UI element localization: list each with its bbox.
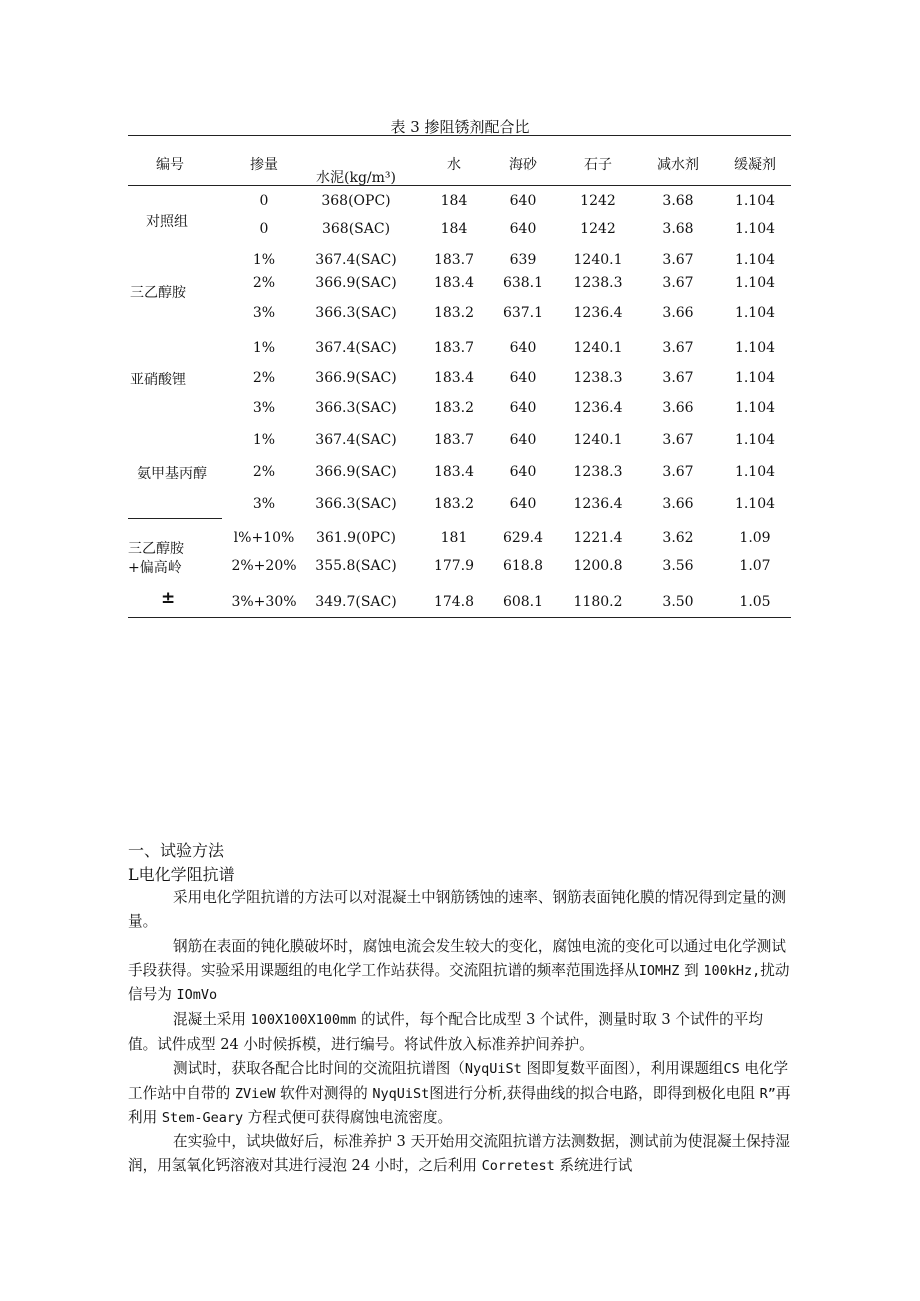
p4-text-i: 图进行分析,获得曲线的拟合电路，即得到极化电阻 (429, 1084, 755, 1102)
table-cell: 355.8(SAC) (315, 558, 397, 574)
table-cell: 640 (509, 221, 537, 237)
table-cell: 1.104 (734, 370, 776, 386)
table-cell: 640 (509, 340, 537, 356)
table-cell: 183.4 (433, 275, 475, 291)
table-cell: 639 (509, 252, 537, 268)
table-cell: 367.4(SAC) (315, 252, 397, 268)
table-header-cell: 掺量 (250, 157, 278, 173)
table-cell: 1.104 (734, 221, 776, 237)
paragraph-2 (128, 935, 791, 1008)
table-header-cell: 水 (447, 157, 461, 173)
table-cell: 3.67 (662, 340, 694, 356)
table-cell: 1.104 (734, 340, 776, 356)
table-cell: 3% (252, 400, 276, 416)
table-cell: 1236.4 (573, 496, 623, 512)
table-cell: 183.2 (433, 496, 475, 512)
table-cell: 3.66 (662, 400, 694, 416)
table-cell: 366.3(SAC) (315, 400, 397, 416)
table-cell: 1.104 (734, 464, 776, 480)
table-cell: 3.50 (662, 594, 694, 610)
table-cell: 1240.1 (573, 340, 623, 356)
table-cell: 3.67 (662, 275, 694, 291)
table-cell: 1242 (580, 193, 616, 209)
table-cell: 183.4 (433, 370, 475, 386)
table-cell: 640 (509, 370, 537, 386)
p5-text-c: 系统进行试 (559, 1156, 633, 1174)
table-cell: 361.9(0PC) (315, 530, 397, 546)
table-cell: 174.8 (433, 594, 475, 610)
table-cell: 3.56 (662, 558, 694, 574)
table-cell: 0 (259, 221, 269, 237)
table-cell: 618.8 (502, 558, 544, 574)
table-cell: 1.104 (734, 193, 776, 209)
table-cell: 1180.2 (573, 594, 623, 610)
table-cell: 1.104 (734, 432, 776, 448)
table-cell: 181 (440, 530, 468, 546)
p2-text-e: 扰动信号为 (128, 961, 790, 1003)
table-header-rule (128, 185, 791, 186)
table-cell: 368(SAC) (321, 221, 391, 237)
table-cell: 183.7 (433, 340, 475, 356)
p3-text-c: 的试件，每个配合比成型 3 个试件，测量时取 3 个试件的平均值。试件成型 24 小时候拆模，进行编号。将试件放入标准养护间养护。 (128, 1011, 763, 1053)
table-cell: 3.68 (662, 193, 694, 209)
p4-stern-geary: Stem-Geary (161, 1110, 244, 1126)
table-cell: 3.67 (662, 464, 694, 480)
table-cell: 0 (259, 193, 269, 209)
table-cell: 349.7(SAC) (315, 594, 397, 610)
table-caption: 表 3 掺阻锈剂配合比 (390, 118, 530, 136)
p3-text-a: 混凝土采用 (173, 1011, 246, 1028)
table-cell: 177.9 (433, 558, 475, 574)
p4-nyquist-2: NyqUiSt (372, 1085, 430, 1102)
table-cell: 1.104 (734, 400, 776, 416)
table-header-cell: 石子 (584, 157, 612, 173)
table-cell: 1.104 (734, 275, 776, 291)
subsection-heading: L电化学阻抗谱 (128, 865, 235, 884)
table-cell: 1236.4 (573, 400, 623, 416)
p5-text-a: 在实验中，试块做好后，标准养护 3 天开始用交流阻抗谱方法测数据，测试前为使混凝土保持湿润，用氢氧化钙溶液对其进行浸泡 24 小时，之后利用 (128, 1133, 790, 1174)
table-cell: 629.4 (502, 530, 544, 546)
table-cell: 3.66 (662, 305, 694, 321)
table-cell: 637.1 (502, 305, 544, 321)
table-cell: 3.68 (662, 221, 694, 237)
p3-dimensions: 100X100X100mm (250, 1012, 357, 1028)
table-cell: 366.3(SAC) (315, 496, 397, 512)
p2-text-c: 到 (684, 961, 699, 979)
table-cell: 1236.4 (573, 305, 623, 321)
table-cell: 1221.4 (573, 530, 623, 546)
table-cell: 640 (509, 193, 537, 209)
table-cell: 1% (252, 252, 276, 268)
table-cell: 640 (509, 400, 537, 416)
table-cell: 1.07 (739, 558, 771, 574)
table-cell: 640 (509, 496, 537, 512)
table-cell: 1242 (580, 221, 616, 237)
table-cell: 367.4(SAC) (315, 432, 397, 448)
table-cell: 3.62 (662, 530, 694, 546)
group-label-combo-line1: 三乙醇胺 (128, 541, 184, 557)
group-label-combo-line2: +偏高岭 (128, 560, 182, 576)
table-cell: 2% (252, 370, 276, 386)
table-cell: 3%+30% (231, 594, 297, 610)
table-cell: 1238.3 (573, 370, 623, 386)
p5-corretest: Corretest (481, 1157, 555, 1174)
table-cell: 184 (440, 221, 468, 237)
table-top-rule (128, 135, 791, 136)
table-cell: 368(OPC) (321, 193, 391, 209)
table-cell: 2% (252, 464, 276, 480)
group-label-triethanolamine: 三乙醇胺 (130, 285, 186, 301)
table-cell: 1.104 (734, 252, 776, 268)
table-cell: 3.67 (662, 370, 694, 386)
table-cell: 183.4 (433, 464, 475, 480)
table-cell: 3.67 (662, 252, 694, 268)
group-label-combo-line3: ± (161, 588, 176, 608)
table-cell: 1240.1 (573, 432, 623, 448)
table-cell: 367.4(SAC) (315, 340, 397, 356)
p4-zview: ZVieW (234, 1085, 276, 1102)
table-cell: 1.104 (734, 305, 776, 321)
table-cell: 2% (252, 275, 276, 291)
table-cell: 640 (509, 464, 537, 480)
table-header-cell: 水泥(kg/m³) (316, 170, 396, 186)
p4-text-c: 图即复数平面图），利用课题组 (526, 1060, 724, 1077)
paragraph-3 (128, 1008, 791, 1056)
p4-nyquist-1: NyqUiSt (464, 1061, 522, 1077)
group-label-lithium-nitrite: 亚硝酸锂 (130, 372, 186, 388)
table-cell: 366.9(SAC) (315, 370, 397, 386)
p4-text-e: 电化学工作站中自带的 (128, 1060, 789, 1102)
table-bottom-rule (128, 617, 791, 618)
p4-text-k: 再利用 (128, 1084, 791, 1126)
p4-cs: CS (723, 1061, 740, 1077)
table-header-cell: 编号 (156, 157, 184, 173)
table-cell: 1.09 (739, 530, 771, 546)
group-label-control: 对照组 (146, 214, 188, 230)
p2-signal: IOmVo (176, 987, 218, 1003)
table-cell: 1238.3 (573, 275, 623, 291)
table-cell: 3% (252, 305, 276, 321)
table-cell: 638.1 (502, 275, 544, 291)
table-cell: 183.7 (433, 252, 475, 268)
p4-r: R” (759, 1085, 776, 1102)
table-header-cell: 缓凝剂 (734, 157, 776, 173)
table-cell: 1238.3 (573, 464, 623, 480)
table-cell: 2%+20% (231, 558, 297, 574)
table-cell: l%+10% (233, 530, 295, 546)
table-cell: 608.1 (502, 594, 544, 610)
paragraph-4 (128, 1057, 791, 1131)
table-cell: 3.67 (662, 432, 694, 448)
table-cell: 1% (252, 340, 276, 356)
p4-text-m: 方程式便可获得腐蚀电流密度。 (247, 1109, 453, 1126)
table-cell: 1200.8 (573, 558, 623, 574)
table-cell: 366.3(SAC) (315, 305, 397, 321)
p2-freq-high: 100kHz, (703, 962, 761, 979)
table-cell: 1% (252, 432, 276, 448)
table-cell: 183.7 (433, 432, 475, 448)
table-cell: 1.05 (739, 594, 771, 610)
paragraph-5 (128, 1130, 791, 1178)
table-cell: 640 (509, 432, 537, 448)
table-cell: 3.66 (662, 496, 694, 512)
p4-text-a: 测试时，获取各配合比时间的交流阻抗谱图（ (173, 1060, 465, 1077)
table-cell: 1240.1 (573, 252, 623, 268)
table-cell: 3% (252, 496, 276, 512)
p2-text-a: 钢筋在表面的钝化膜破坏时，腐蚀电流会发生较大的变化，腐蚀电流的变化可以通过电化学测试手段获得。实验采用课题组的电化学工作站获得。交流阻抗谱的频率范围选择从 (128, 938, 786, 979)
table-cell: 1.104 (734, 496, 776, 512)
table-header-cell: 减水剂 (657, 157, 699, 173)
section-heading: 一、试验方法 (128, 841, 225, 860)
group-label-aminomethylpropanol: 氨甲基丙醇 (137, 466, 207, 482)
p4-text-g: 软件对测得的 (280, 1084, 368, 1102)
table-header-cell: 海砂 (509, 157, 537, 173)
table-cell: 183.2 (433, 400, 475, 416)
table-cell: 184 (440, 193, 468, 209)
table-cell: 366.9(SAC) (315, 275, 397, 291)
paragraph-1: 采用电化学阻抗谱的方法可以对混凝土中钢筋锈蚀的速率、钢筋表面钝化膜的情况得到定量的测量。 (128, 889, 786, 930)
group-divider (128, 518, 222, 519)
table-cell: 366.9(SAC) (315, 464, 397, 480)
table-cell: 183.2 (433, 305, 475, 321)
p2-freq-low: IOMHZ (638, 962, 680, 979)
